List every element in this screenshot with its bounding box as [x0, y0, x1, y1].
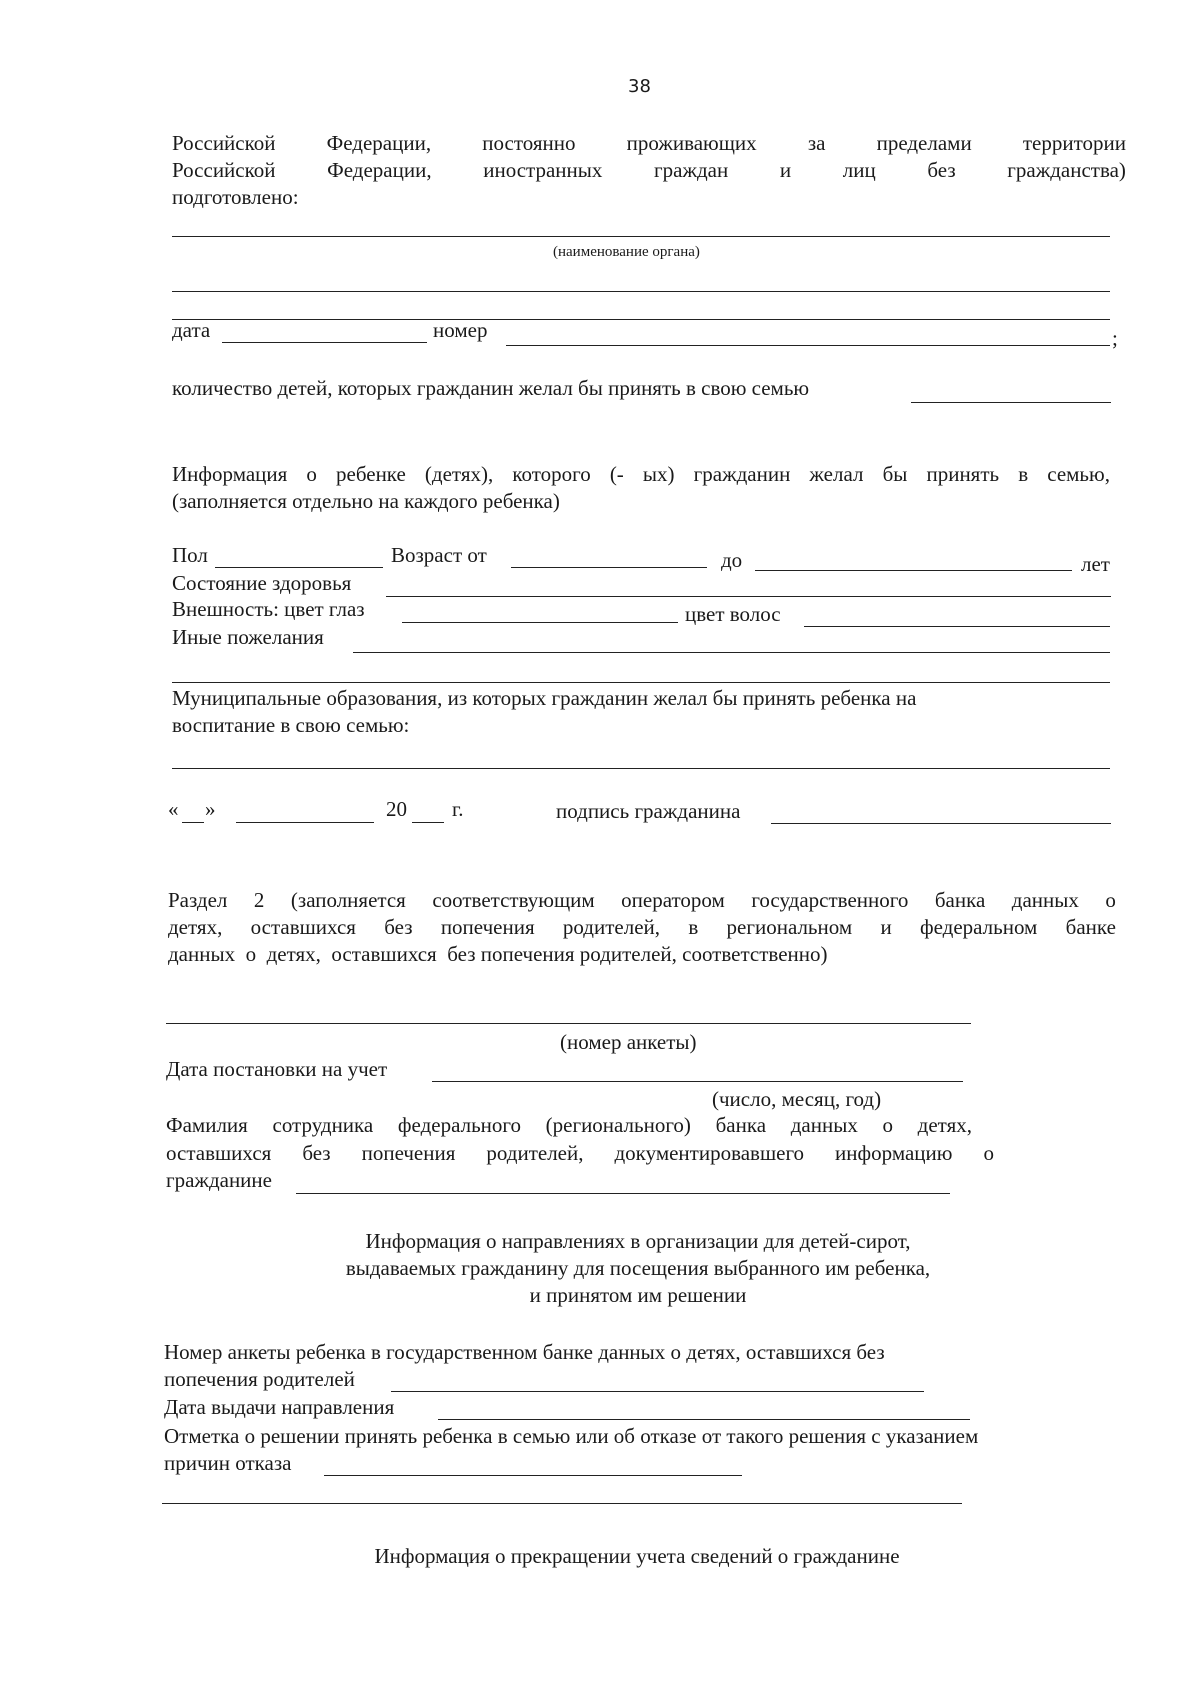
health-label: Состояние здоровья [172, 571, 352, 595]
header-word: и [779, 158, 792, 182]
hair-color-field[interactable] [804, 626, 1110, 627]
refusal-reasons-field[interactable] [324, 1475, 742, 1476]
number-field[interactable] [506, 345, 1110, 346]
date-open-quote: « [168, 797, 179, 821]
page-number: 38 [628, 76, 651, 97]
health-field[interactable] [386, 596, 1111, 597]
date-caption: (число, месяц, год) [712, 1087, 882, 1111]
employee-word: без [302, 1141, 331, 1165]
section2-word: государственного [751, 888, 909, 912]
heading-word: которого [512, 462, 591, 486]
header-word: постоянно [482, 131, 576, 155]
header-word: Российской [172, 131, 276, 155]
age-from-label: Возраст от [391, 543, 487, 567]
registration-date-field[interactable] [432, 1081, 963, 1082]
semicolon: ; [1112, 326, 1118, 350]
org-name-caption: (наименование органа) [553, 244, 700, 260]
section2-word: Раздел [168, 888, 228, 912]
termination-heading: Информация о прекращении учета сведений о гражданине [374, 1544, 900, 1568]
section2-word: федеральном [919, 915, 1038, 939]
header-word: Федерации, [327, 158, 432, 182]
heading-word: принять [926, 462, 1000, 486]
section2-word: банка [934, 888, 986, 912]
wishes-label: Иные пожелания [172, 625, 324, 649]
employee-word: (регионального) [545, 1113, 691, 1137]
heading-word: ых) [642, 462, 675, 486]
child-number-row-1: Номер анкеты ребенка в государственном банке данных о детях, оставшихся без [164, 1340, 885, 1364]
referrals-heading-line-2: выдаваемых гражданину для посещения выбранного им ребенка, [345, 1256, 931, 1280]
org-name-field[interactable] [172, 236, 1110, 237]
heading-word: желал [809, 462, 864, 486]
heading-word: Информация [172, 462, 288, 486]
employee-word: федерального [397, 1113, 521, 1137]
decision-row-1: Отметка о решении принять ребенка в семью или об отказе от такого решения с указанием [164, 1424, 979, 1448]
section2-word: (заполняется [290, 888, 406, 912]
heading-word: бы [882, 462, 908, 486]
heading-word: гражданин [693, 462, 791, 486]
signature-field[interactable] [771, 823, 1111, 824]
date-label: дата [172, 318, 211, 342]
section2-word: попечения [440, 915, 535, 939]
questionnaire-number-caption: (номер анкеты) [560, 1030, 697, 1054]
municipalities-field[interactable] [172, 768, 1110, 769]
hair-color-label: цвет волос [685, 602, 781, 626]
header-word: пределами [876, 131, 972, 155]
section2-word: о [1105, 888, 1116, 912]
age-from-field[interactable] [511, 567, 707, 568]
header-row-1 [172, 131, 1126, 155]
year-field[interactable] [412, 822, 444, 823]
section2-word: оставшихся [250, 915, 356, 939]
section2-word: банке [1065, 915, 1116, 939]
registration-date-label: Дата постановки на учет [166, 1057, 388, 1081]
decision-row-2: причин отказа [164, 1451, 292, 1475]
section2-row-1 [168, 888, 1116, 912]
prepared-label: подготовлено: [172, 185, 299, 209]
municipal-row-1: Муниципальные образования, из которых гражданин желал бы принять ребенка на [172, 686, 917, 710]
org-name-field-line-3[interactable] [172, 319, 1110, 320]
municipal-row-2: воспитание в свою семью: [172, 713, 410, 737]
employee-word: документировавшего [614, 1141, 805, 1165]
employee-word: банка [715, 1113, 767, 1137]
header-word: территории [1022, 131, 1126, 155]
day-field[interactable] [182, 822, 204, 823]
heading-word: в [1018, 462, 1029, 486]
employee-word: сотрудника [272, 1113, 374, 1137]
section2-word: региональном [726, 915, 853, 939]
issue-date-field[interactable] [438, 1419, 970, 1420]
section2-row-2 [168, 915, 1116, 939]
employee-word: Фамилия [166, 1113, 248, 1137]
header-word: лиц [842, 158, 876, 182]
header-word: Российской [172, 158, 276, 182]
employee-row-2 [166, 1141, 994, 1165]
header-row-2 [172, 158, 1126, 182]
wishes-field-line-2[interactable] [172, 682, 1110, 683]
heading-word: семью, [1047, 462, 1110, 486]
header-word: без [927, 158, 956, 182]
employee-row-1 [166, 1113, 972, 1137]
section2-word: 2 [253, 888, 265, 912]
section2-word: без [384, 915, 413, 939]
section2-word: родителей, [562, 915, 661, 939]
signature-label: подпись гражданина [556, 799, 741, 823]
refusal-reasons-field-line-2[interactable] [162, 1503, 962, 1504]
number-label: номер [433, 318, 488, 342]
employee-row-3: гражданине [166, 1168, 272, 1192]
years-label: лет [1081, 552, 1110, 576]
heading-word: ребенке [336, 462, 406, 486]
header-word: иностранных [483, 158, 603, 182]
child-info-heading-row-2: (заполняется отдельно на каждого ребенка) [172, 489, 560, 513]
employee-word: о [882, 1113, 893, 1137]
section2-word: в [688, 915, 699, 939]
year-suffix: г. [452, 797, 464, 821]
date-close-quote: » [205, 797, 216, 821]
eye-color-label: Внешность: цвет глаз [172, 597, 365, 621]
child-number-field[interactable] [391, 1391, 924, 1392]
child-number-row-2: попечения родителей [164, 1367, 355, 1391]
employee-word: о [983, 1141, 994, 1165]
section2-word: и [880, 915, 892, 939]
employee-word: попечения [361, 1141, 456, 1165]
eye-color-field[interactable] [402, 622, 678, 623]
children-count-label: количество детей, которых гражданин желал бы принять в свою семью [172, 376, 810, 400]
referrals-heading-line-1: Информация о направлениях в организации для детей-сирот, [365, 1229, 911, 1253]
referrals-heading-line-3: и принятом им решении [529, 1283, 747, 1307]
employee-word: родителей, [486, 1141, 584, 1165]
org-name-field-line-2[interactable] [172, 291, 1110, 292]
child-info-heading-row-1 [172, 462, 1110, 486]
sex-field[interactable] [215, 567, 383, 568]
year-prefix: 20 [386, 797, 407, 821]
header-word: Федерации, [326, 131, 432, 155]
header-word: проживающих [626, 131, 757, 155]
employee-word: оставшихся [166, 1141, 272, 1165]
heading-word: (детях), [424, 462, 494, 486]
date-field[interactable] [222, 342, 427, 343]
employee-word: информацию [835, 1141, 953, 1165]
heading-word: (- [609, 462, 624, 486]
section2-word: оператором [621, 888, 725, 912]
heading-word: о [306, 462, 317, 486]
header-word: граждан [654, 158, 729, 182]
sex-label: Пол [172, 543, 208, 567]
section2-word: данных [1011, 888, 1079, 912]
section2-word: соответствующим [432, 888, 595, 912]
age-to-label: до [721, 548, 743, 572]
header-word: гражданства) [1007, 158, 1126, 182]
children-count-field[interactable] [911, 402, 1111, 403]
section2-row-3: данных о детях, оставшихся без попечения родителей, соответственно) [168, 942, 828, 966]
issue-date-label: Дата выдачи направления [164, 1395, 395, 1419]
section2-word: детях, [168, 915, 223, 939]
wishes-field[interactable] [353, 652, 1110, 653]
month-field[interactable] [236, 822, 374, 823]
employee-word: детях, [917, 1113, 972, 1137]
employee-name-field[interactable] [296, 1193, 950, 1194]
employee-word: данных [790, 1113, 858, 1137]
header-word: за [807, 131, 826, 155]
age-to-field[interactable] [755, 570, 1072, 571]
questionnaire-number-field[interactable] [166, 1023, 971, 1024]
